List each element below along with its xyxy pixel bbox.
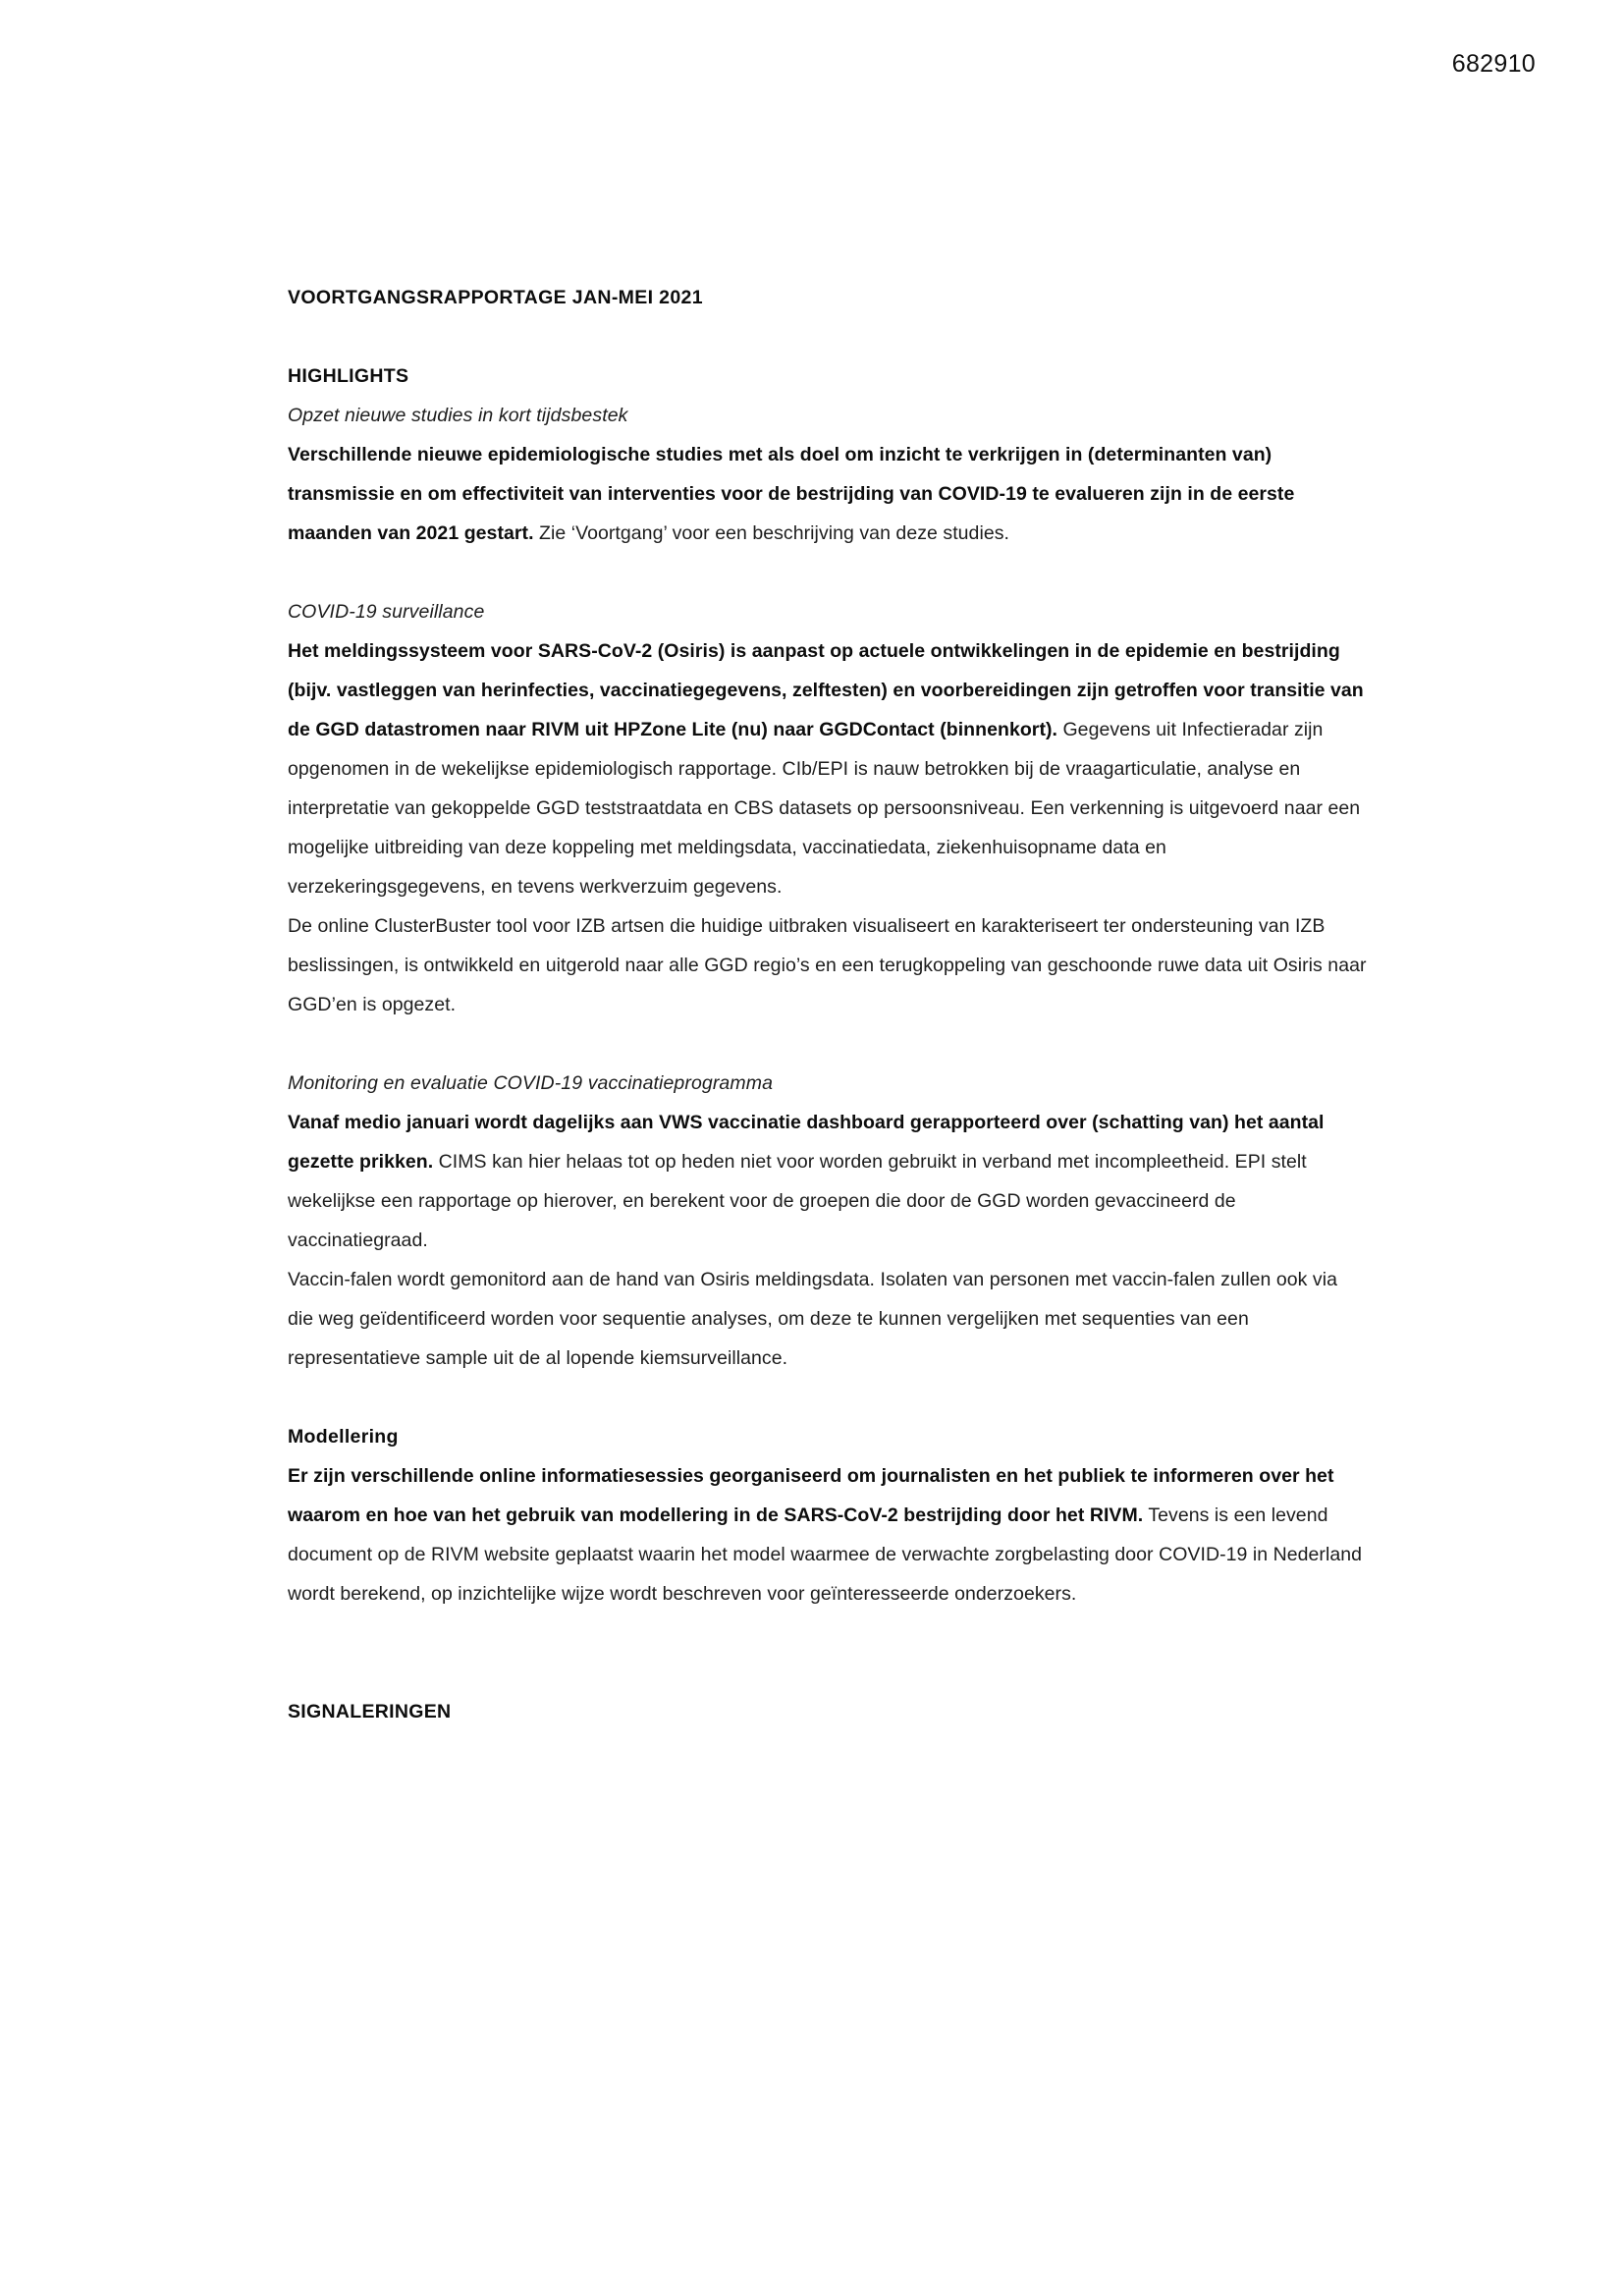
paragraph-surveillance [288, 631, 1368, 906]
subheading-monitoring-evaluatie: Monitoring en evaluatie COVID-19 vaccinatieprogramma [288, 1072, 774, 1094]
section-gap-2 [288, 1024, 1368, 1064]
document-title: VOORTGANGSRAPPORTAGE JAN-MEI 2021 [288, 287, 703, 308]
paragraph-highlights [288, 435, 1368, 553]
section-gap-4 [288, 1613, 1368, 1692]
title-spacer [288, 317, 1368, 356]
paragraph-monitoring [288, 1103, 1368, 1260]
paragraph-vaccin-falen: Vaccin-falen wordt gemonitord aan de hand van Osiris meldingsdata. Isolaten van personen met vaccin-falen zullen ook via die weg geïdentificeerd worden voor sequentie analyses, om deze te kunnen vergelijken met sequenties van een representatieve sample uit de al lopende kiemsurveillance. [288, 1269, 1337, 1369]
subheading-opzet-nieuwe-studies: Opzet nieuwe studies in kort tijdsbestek [288, 405, 628, 426]
section-heading-highlights: HIGHLIGHTS [288, 365, 409, 387]
section-gap-1 [288, 553, 1368, 592]
paragraph-monitoring-bold: Vanaf medio januari wordt dagelijks aan VWS vaccinatie dashboard gerapporteerd over (schatting van) het aantal gezette prikken. [288, 1112, 1325, 1173]
section-gap-3 [288, 1378, 1368, 1417]
paragraph-highlights-rest: Zie ‘Voortgang’ voor een beschrijving van deze studies. [533, 522, 1009, 544]
page-number: 682910 [1451, 50, 1536, 78]
paragraph-surveillance-rest: Gegevens uit Infectieradar zijn opgenomen in de wekelijkse epidemiologisch rapportage. CIb/EPI is nauw betrokken bij de vraagarticulatie, analyse en interpretatie van gekoppelde GGD teststraatdata en CBS datasets op persoonsniveau. Een verkenning is uitgevoerd naar een mogelijke uitbreiding van deze koppeling met meldingsdata, vaccinatiedata, ziekenhuisopname data en verzekeringsgegevens, en tevens werkverzuim gegevens. [288, 719, 1361, 898]
document-body [288, 278, 1368, 1731]
section-heading-signaleringen: SIGNALERINGEN [288, 1701, 452, 1722]
paragraph-surveillance-bold: Het meldingssysteem voor SARS-CoV-2 (Osiris) is aanpast op actuele ontwikkelingen in de epidemie en bestrijding (bijv. vastleggen van herinfecties, vaccinatiegegevens, zelftesten) en voorbereidingen zijn getroffen voor transitie van de GGD datastromen naar RIVM uit HPZone Lite (nu) naar GGDContact (binnenkort). [288, 640, 1364, 740]
paragraph-modellering [288, 1456, 1368, 1613]
paragraph-clusterbuster: De online ClusterBuster tool voor IZB artsen die huidige uitbraken visualiseert en karakteriseert ter ondersteuning van IZB beslissingen, is ontwikkeld en uitgerold naar alle GGD regio’s en een terugkoppeling van geschoonde ruwe data uit Osiris naar GGD’en is opgezet. [288, 915, 1367, 1015]
section-heading-modellering: Modellering [288, 1426, 399, 1448]
paragraph-highlights-bold: Verschillende nieuwe epidemiologische studies met als doel om inzicht te verkrijgen in (determinanten van) transmissie en om effectiviteit van interventies voor de bestrijding van COVID-19 te evalueren zijn in de eerste maanden van 2021 gestart. [288, 444, 1295, 544]
subheading-covid-19-surveillance: COVID-19 surveillance [288, 601, 485, 623]
paragraph-monitoring-rest: CIMS kan hier helaas tot op heden niet voor worden gebruikt in verband met incompleetheid. EPI stelt wekelijkse een rapportage op hierover, en berekent voor de groepen die door de GGD worden gevaccineerd de vaccinatiegraad. [288, 1151, 1307, 1251]
paragraph-modellering-bold: Er zijn verschillende online informatiesessies georganiseerd om journalisten en het publiek te informeren over het waarom en hoe van het gebruik van modellering in de SARS-CoV-2 bestrijding door het RIVM. [288, 1465, 1334, 1526]
paragraph-modellering-rest: Tevens is een levend document op de RIVM website geplaatst waarin het model waarmee de verwachte zorgbelasting door COVID-19 in Nederland wordt berekend, op inzichtelijke wijze wordt beschreven voor geïnteresseerde onderzoekers. [288, 1504, 1363, 1605]
